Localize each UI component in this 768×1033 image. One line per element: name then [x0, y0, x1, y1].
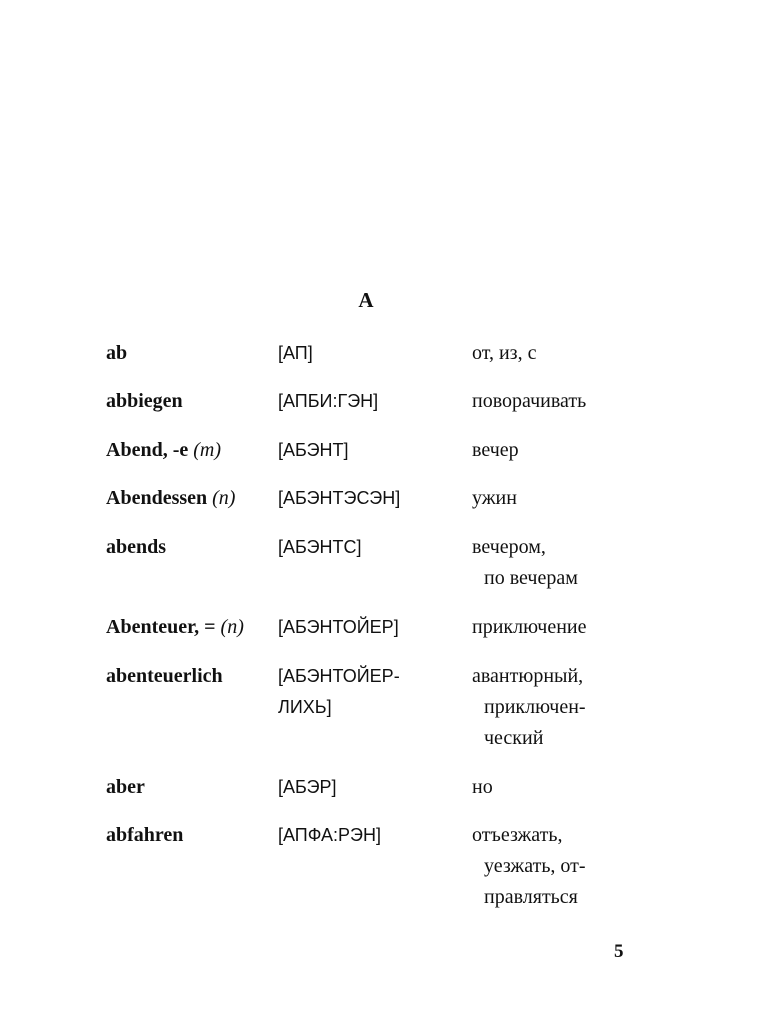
entry-meaning: но: [472, 776, 493, 798]
entry-transcription: [АБЭНТОЙЕР]: [278, 617, 399, 637]
entry-transcription: [АБЭНТЭСЭН]: [278, 488, 401, 508]
entry-meaning: приключение: [472, 616, 587, 638]
entry-transcription: [АБЭНТ]: [278, 440, 349, 460]
entry-meaning: ужин: [472, 487, 517, 509]
entry-word: ab: [106, 342, 128, 364]
entry-meaning: вечер: [472, 439, 519, 461]
page-number: 5: [614, 941, 624, 962]
entry-transcription: [АП]: [278, 343, 313, 363]
entry-word: abends: [106, 536, 167, 558]
entry-meaning: авантюрный, приключен- ческий: [472, 665, 586, 749]
entry-transcription: [АПФА:РЭН]: [278, 825, 381, 845]
entry-word: Abendessen (n): [106, 487, 236, 509]
entry-meaning: от, из, с: [472, 342, 537, 364]
entry-word: Abenteuer, = (n): [106, 616, 244, 638]
entry-meaning: отъезжать, уезжать, от- правляться: [472, 824, 586, 908]
entry-transcription: [АБЭНТОЙЕР- ЛИХЬ]: [278, 666, 400, 717]
entry-meaning: поворачивать: [472, 390, 587, 412]
entry-transcription: [АБЭНТС]: [278, 537, 362, 557]
entry-transcription: [АБЭР]: [278, 777, 337, 797]
entry-transcription: [АПБИ:ГЭН]: [278, 391, 379, 411]
entry-word: abenteuerlich: [106, 665, 223, 687]
entry-word: aber: [106, 776, 145, 798]
section-letter-heading: A: [358, 288, 374, 312]
entry-word: abfahren: [106, 824, 184, 846]
entry-word: abbiegen: [106, 390, 183, 412]
entry-word: Abend, -e (m): [106, 439, 221, 461]
entry-meaning: вечером, по вечерам: [472, 536, 578, 589]
